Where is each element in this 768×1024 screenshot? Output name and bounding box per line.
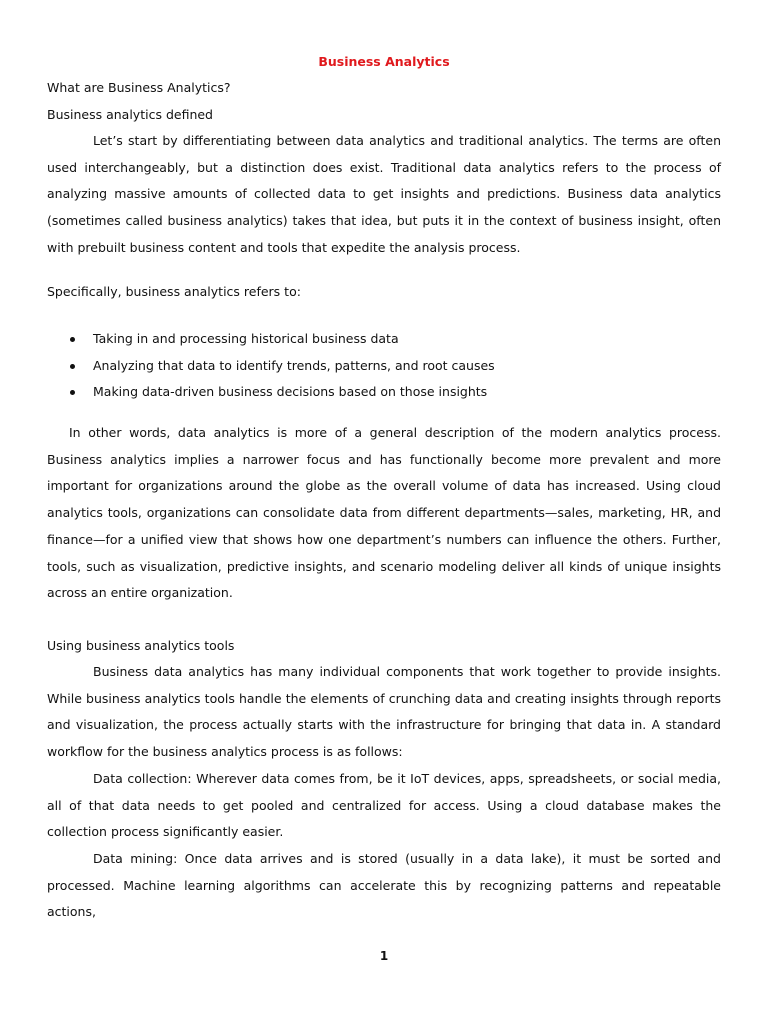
list-item — [47, 353, 721, 380]
paragraph-components: Business data analytics has many individual components that work together to provide insights. While business analytics tools handle the elements of crunching data and creating insights through reports and visualization, the process actually starts with the infrastructure for bringing that data in. A standard workflow for the business analytics process is as follows: — [47, 664, 721, 760]
specifically-line: Specifically, business analytics refers to: — [47, 284, 301, 299]
bullet-icon — [70, 337, 75, 342]
subheading-defined: Business analytics defined — [47, 107, 213, 122]
paragraph-data-collection: Data collection: Wherever data comes from, be it IoT devices, apps, spreadsheets, or social media, all of that data needs to get pooled and centralized for access. Using a cloud database makes the collection process significantly easier. — [47, 771, 721, 840]
paragraph-other-words: In other words, data analytics is more of a general description of the modern analytics process. Business analytics implies a narrower focus and has functionally become more prevalent and more important for organizations around the globe as the overall volume of data has increased. Using cloud analytics tools, organizations can consolidate data from different departments—sales, marketing, HR, and finance—for a unified view that shows how one department’s numbers can influence the others. Further, tools, such as visualization, predictive insights, and scenario modeling deliver all kinds of unique insights across an entire organization. — [47, 425, 721, 601]
paragraph-intro: Let’s start by differentiating between data analytics and traditional analytics. The terms are often used interchangeably, but a distinction does exist. Traditional data analytics refers to the process of analyzing massive amounts of collected data to get insights and predictions. Business data analytics (sometimes called business analytics) takes that idea, but puts it in the context of business insight, often with prebuilt business content and tools that expedite the analysis process. — [47, 133, 721, 255]
document-title: Business Analytics — [318, 54, 450, 69]
paragraph-data-mining: Data mining: Once data arrives and is stored (usually in a data lake), it must be sorted and processed. Machine learning algorithms can accelerate this by recognizing patterns and repeatable actions, — [47, 851, 721, 920]
question-heading: What are Business Analytics? — [47, 80, 231, 95]
list-item-text: Making data-driven business decisions based on those insights — [93, 384, 488, 400]
subheading-tools: Using business analytics tools — [47, 638, 235, 653]
bullet-icon — [70, 364, 75, 369]
page-number: 1 — [379, 949, 389, 963]
list-item-text: Taking in and processing historical business data — [93, 331, 399, 346]
bullet-icon — [70, 390, 75, 395]
bullet-list — [47, 326, 721, 406]
list-item — [47, 326, 721, 353]
list-item-text: Analyzing that data to identify trends, patterns, and root causes — [93, 357, 495, 373]
list-item — [47, 379, 721, 406]
